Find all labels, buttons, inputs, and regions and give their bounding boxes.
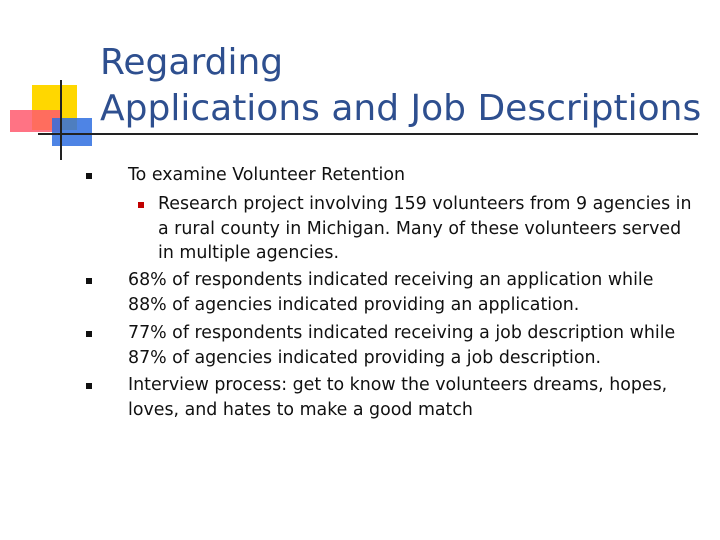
bullet-icon [86,383,92,389]
bullet-icon [86,173,92,179]
sub-bullet-icon [138,202,144,208]
decoration-horizontal-line [38,133,698,135]
slide-title [100,40,710,132]
list-item-3: 77% of respondents indicated receiving a job description while 87% of agencies indicated providing a job description. [128,321,708,370]
title-line-2: Applications and Job Descriptions [100,88,702,129]
list-item-4: Interview process: get to know the volunteers dreams, hopes, loves, and hates to make a good match [128,373,708,422]
decoration-blue-rectangle [52,118,92,146]
sub-list-item: Research project involving 159 volunteers from 9 agencies in a rural county in Michigan. Many of these volunteers served in multiple agencies. [158,192,718,266]
bullet-icon [86,278,92,284]
decoration-vertical-line [60,80,62,160]
list-item-2: 68% of respondents indicated receiving an application while 88% of agencies indicated providing an application. [128,268,708,317]
bullet-icon [86,331,92,337]
title-line-1: Regarding [100,42,284,83]
list-item-1: To examine Volunteer Retention [128,163,708,188]
